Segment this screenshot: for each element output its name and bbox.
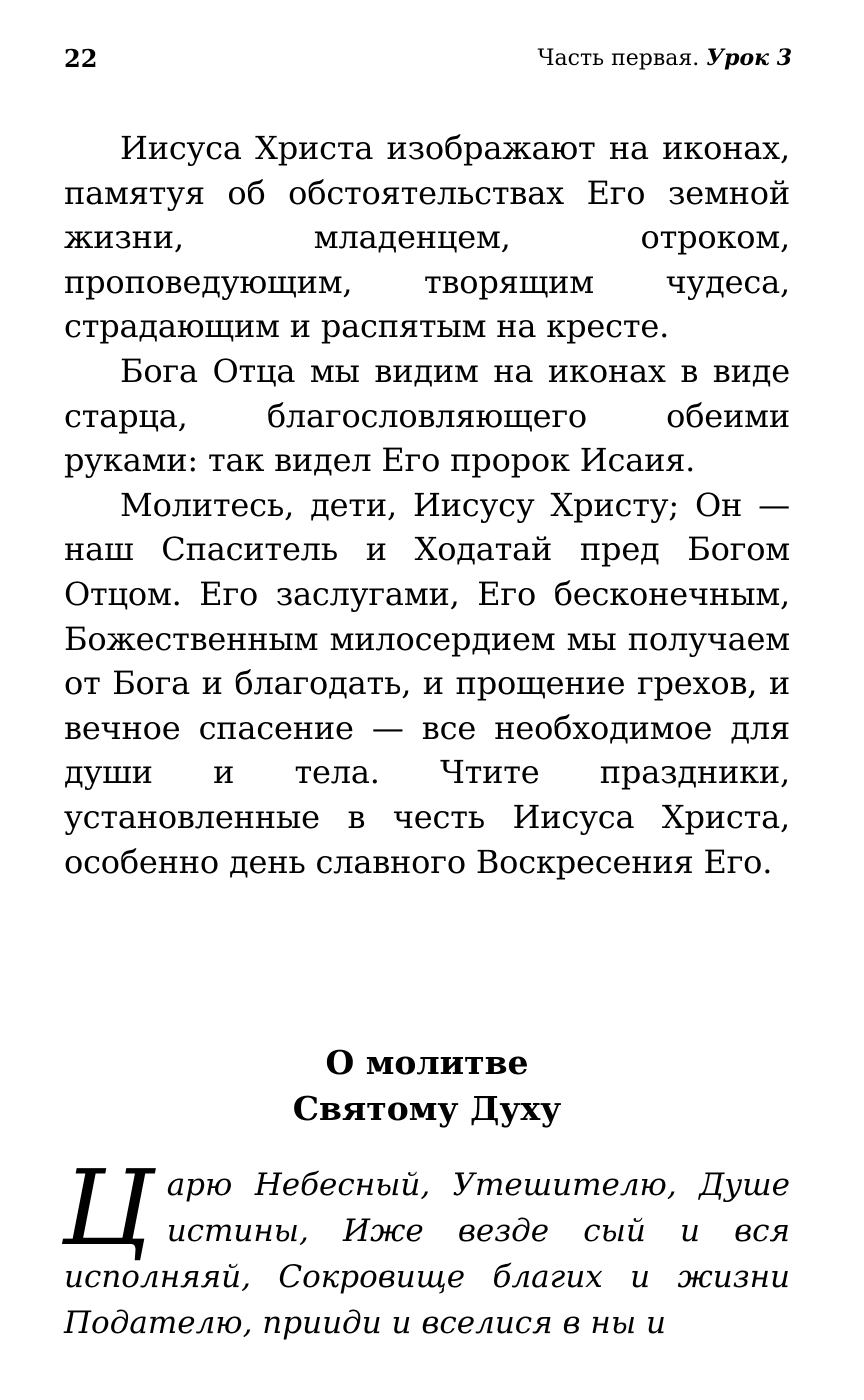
prayer-text (62, 1147, 790, 1346)
paragraph-1: Иисуса Христа изображают на иконах, памятуя об обстоятельствах Его земной жизни, младенцем, отроком, проповедующим, творящим чудеса, страдающим и распятым на кресте. (64, 129, 790, 346)
prayer-paragraph: арю Небесный, Утешителю, Душе истины, Иже везде сый и вся исполняяй, Сокровище благих и жизни Подателю, прииди и вселися в ны и (64, 1167, 790, 1341)
body-text (64, 126, 790, 884)
page-header (64, 40, 792, 76)
paragraph-2: Бога Отца мы видим на иконах в виде старца, благословляющего обеими руками: так видел Его пророк Исаия. (64, 351, 790, 480)
page-number: 22 (64, 43, 98, 73)
section-title-line-2: Святому Духу (292, 1089, 562, 1128)
section-title (64, 1040, 790, 1132)
drop-cap: Ц (62, 1147, 153, 1269)
section-title-line-1: О молитве (325, 1043, 529, 1082)
running-head-lesson: Урок 3 (706, 45, 792, 71)
running-head-part: Часть первая. (537, 46, 700, 71)
running-head (538, 45, 793, 71)
paragraph-3: Молитесь, дети, Иисусу Христу; Он — наш Спаситель и Ходатай пред Богом Отцом. Его заслугами, Его бесконечным, Божественным милосердием мы получаем от Бога и благодать, и прощение грехов, и вечное спасение — все необходимое для души и тела. Чтите праздники, установленные в честь Иисуса Христа, особенно день славного Воскресения Его. (64, 485, 790, 881)
